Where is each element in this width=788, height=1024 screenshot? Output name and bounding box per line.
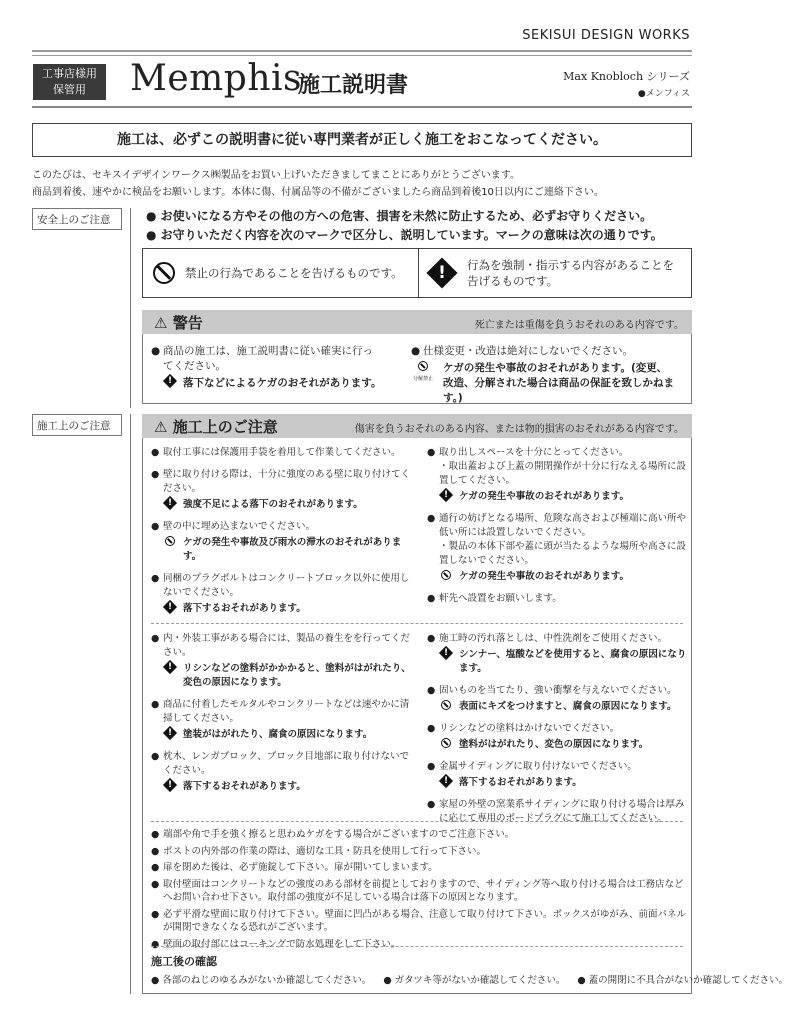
caution-item bbox=[151, 632, 413, 690]
caution-item bbox=[427, 684, 689, 714]
warning-icon-wrap bbox=[165, 728, 177, 743]
product-name: Memphis bbox=[130, 58, 303, 99]
header-rule bbox=[32, 106, 692, 108]
caution-item bbox=[151, 520, 413, 564]
caution-warning-text: ケガの発生や事故のおそれがあります。 bbox=[459, 491, 630, 502]
exclamation-icon: ! bbox=[163, 660, 177, 674]
warning-note: 分解禁止 ケガの発生や事故のおそれがあります。(変更、 改造、分解された場合は商品の保証を致しかねます。) bbox=[413, 362, 674, 404]
caution-text: ● 施工時の汚れ落としは、中性洗剤をご使用ください。 bbox=[439, 633, 668, 644]
caution-item bbox=[427, 512, 689, 584]
caution-warning bbox=[163, 498, 413, 512]
caution-text: ● 商品に付着したモルタルやコンクリートなどは速やかに清掃してください。 bbox=[163, 699, 410, 724]
top-rule bbox=[32, 50, 692, 52]
dashed-divider bbox=[151, 821, 683, 822]
exclamation-icon: ! bbox=[439, 488, 453, 502]
prohibit-icon bbox=[441, 570, 451, 580]
warning-title-wrap bbox=[154, 312, 203, 333]
warning-icon-wrap bbox=[441, 776, 453, 791]
exclamation-icon: ! bbox=[439, 646, 453, 660]
caution-text: ● リシンなどの塗料はかけないでください。 bbox=[439, 723, 620, 734]
caution-warning bbox=[439, 570, 689, 584]
general-notes bbox=[151, 828, 687, 954]
warning-title: 警告 bbox=[172, 314, 203, 332]
dashed-divider bbox=[151, 623, 683, 624]
warning-icon-wrap bbox=[441, 700, 451, 715]
caution-item bbox=[151, 750, 413, 794]
note-item: ● 壁面の取付部にはコーキングで防水処理をして下さい。 bbox=[151, 938, 687, 952]
caution-subtext: ・取出蓋および上蓋の開閉操作が十分に行なえる場所に設置してください。 bbox=[439, 461, 687, 486]
warning-icon-wrap bbox=[441, 648, 453, 663]
exclamation-icon: ! bbox=[163, 726, 177, 740]
caution-warning-text: ケガの発生や事故及び雨水の滞水のおそれがあります。 bbox=[183, 537, 402, 562]
caution-text: ● 枕木、レンガブロック、ブロック目地部に取り付けないでください。 bbox=[163, 751, 410, 776]
caution-warning bbox=[163, 728, 413, 742]
warning-icon-wrap bbox=[165, 498, 177, 513]
caution-text: ● 取付工事には保護用手袋を着用して作業してください。 bbox=[163, 447, 401, 458]
caution-item bbox=[427, 632, 689, 676]
intro-line: このたびは、セキスイデザインワークス㈱製品をお買い上げいただきましてまことにありがとうございます。 bbox=[32, 170, 520, 181]
caution-text: ● 同梱のプラグボルトはコンクリートブロック以外に使用しないでください。 bbox=[163, 573, 410, 598]
after-check-item: ● 各部のねじのゆるみがないか確認してください。 bbox=[151, 975, 372, 986]
warning-triangle-icon: ⚠ bbox=[154, 314, 168, 332]
after-check-items bbox=[151, 972, 788, 986]
caution-item bbox=[151, 446, 413, 460]
caution-warning bbox=[163, 602, 413, 616]
prohibit-icon bbox=[153, 262, 175, 284]
exclamation-icon: ! bbox=[163, 374, 177, 388]
caution-col bbox=[427, 446, 689, 614]
audience-tag bbox=[33, 64, 106, 100]
caution-warning bbox=[163, 780, 413, 794]
exclamation-icon: ! bbox=[163, 778, 177, 792]
warning-item: ● 仕様変更・改造は絶対にしないでください。 bbox=[411, 344, 689, 359]
prohibit-icon bbox=[441, 700, 451, 710]
caution-warning bbox=[439, 776, 689, 790]
caution-body bbox=[142, 438, 788, 994]
warning-icon-wrap bbox=[165, 780, 177, 795]
mark-legend bbox=[142, 248, 692, 298]
caution-text: ● 内・外装工事がある場合には、製品の養生をを行ってください。 bbox=[163, 633, 411, 658]
caution-warning-text: 塗料がはがれたり、変色の原因になります。 bbox=[459, 739, 649, 750]
warning-icon-wrap bbox=[441, 570, 451, 585]
caution-warning bbox=[439, 738, 689, 752]
caution-warning-text: シンナー、塩酸などを使用すると、腐食の原因になります。 bbox=[459, 649, 687, 674]
caution-header bbox=[142, 414, 692, 438]
exclamation-icon: ! bbox=[163, 496, 177, 510]
caution-warning-text: 落下するおそれがあります。 bbox=[183, 781, 306, 792]
caution-warning bbox=[163, 536, 413, 564]
note-item: ● 扉を閉めた後は、必ず施錠して下さい。扉が開いてしまいます。 bbox=[151, 861, 687, 875]
caution-item bbox=[427, 760, 689, 790]
caution-text: ● 軒先へ設置をお願いします。 bbox=[439, 593, 562, 604]
tag-line: 工事店様用 bbox=[42, 67, 97, 80]
dashed-divider bbox=[151, 946, 683, 947]
caution-col bbox=[427, 632, 689, 834]
safety-line: ● お守りいただく内容を次のマークで区分し、説明しています。マークの意味は次の通りです。 bbox=[146, 228, 663, 242]
caution-subtitle: 傷害を負うおそれのある内容、または物的損害のおそれがある内容です。 bbox=[354, 424, 684, 435]
caution-text: ● 壁に取り付ける際は、十分に強度のある壁に取り付けてください。 bbox=[163, 469, 411, 494]
exclamation-icon: ! bbox=[439, 774, 453, 788]
caution-warning-text: 落下するおそれがあります。 bbox=[183, 603, 306, 614]
warning-item: ● 商品の施工は、施工説明書に従い確実に行っ てください。 bbox=[151, 344, 406, 374]
caution-warning-text: ケガの発生や事故のおそれがあります。 bbox=[459, 571, 630, 582]
warning-header bbox=[142, 310, 692, 334]
caution-text: ● 取り出しスペースを十分にとってください。 bbox=[439, 447, 629, 458]
after-check-item: ● ガタツキ等がないか確認してください。 bbox=[383, 975, 566, 986]
caution-text: ● 家屋の外壁の窯業系サイディングに取り付ける場合は厚みに応じて専用のボードプラグにて施工してください。 bbox=[439, 799, 685, 824]
intro-text bbox=[32, 167, 604, 201]
series-subname: ●メンフィス bbox=[637, 89, 690, 99]
caution-title-wrap bbox=[154, 416, 278, 437]
caution-warning-text: リシンなどの塗料がかかかると、塗料がはがれたり、変色の原因になります。 bbox=[183, 663, 411, 688]
caution-warning bbox=[439, 648, 689, 676]
brand-name: SEKISUI DESIGN WORKS bbox=[522, 28, 690, 43]
caution-warning-text: 塗装がはがれたり、腐食の原因になります。 bbox=[183, 729, 373, 740]
caution-warning-text: 強度不足による落下のおそれがあります。 bbox=[183, 499, 363, 510]
caution-title: 施工上のご注意 bbox=[172, 418, 278, 436]
note-item: ● ポストの内外部の作業の際は、適切な工具・防具を使用して行って下さい。 bbox=[151, 845, 687, 859]
caution-item bbox=[151, 698, 413, 742]
safety-line: ● お使いになる方やその他の方への危害、損害を未然に防止するため、必ずお守りください。 bbox=[146, 209, 653, 223]
caution-text: ● 固いものを当てたり、強い衝撃を与えないでください。 bbox=[439, 685, 677, 696]
mark-force-text: 告げるものです。 bbox=[467, 274, 559, 288]
warning-icon-wrap bbox=[441, 490, 453, 505]
mark-force-text: 行為を強制・指示する内容があることを bbox=[467, 258, 674, 272]
caution-item bbox=[427, 722, 689, 752]
warning-body bbox=[142, 334, 692, 404]
caution-col bbox=[151, 446, 413, 624]
caution-text: ● 通行の妨げとなる場所、危険な高さおよび極端に高い所や低い所には設置しないでください。 bbox=[439, 513, 687, 538]
caution-warning-text: 落下するおそれがあります。 bbox=[459, 777, 582, 788]
warning-right bbox=[411, 344, 689, 406]
prohibit-icon bbox=[441, 738, 451, 748]
prohibit-icon bbox=[165, 536, 175, 546]
caution-text: ● 壁の中に埋め込まないでください。 bbox=[163, 521, 316, 532]
caution-triangle-icon: ⚠ bbox=[154, 418, 168, 436]
caution-warning bbox=[439, 700, 689, 714]
caution-item bbox=[151, 572, 413, 616]
after-check-title: 施工後の確認 bbox=[151, 955, 217, 968]
note-item: ● 取付壁面はコンクリートなどの強度のある部材を前提としておりますので、サイディング等へ取り付ける場合は工務店などへお問い合わせ下さい。取付部の強度が不足している場合は落下の原因となります。 bbox=[151, 878, 687, 905]
section-divider bbox=[130, 414, 131, 994]
caution-item bbox=[427, 592, 689, 606]
caution-col bbox=[151, 632, 413, 802]
caution-text: ● 金属サイディングに取り付けないでください。 bbox=[439, 761, 637, 772]
caution-subtext: ・製品の本体下部や蓋に頭が当たるような場所や高さに設置しないでください。 bbox=[439, 541, 687, 566]
warning-icon-wrap bbox=[165, 602, 177, 617]
construction-label: 施工上のご注意 bbox=[32, 414, 122, 436]
series-name: Max Knobloch シリーズ bbox=[563, 70, 690, 83]
document-title: 施工説明書 bbox=[298, 73, 409, 98]
after-check-item: ● 蓋の開閉に不具合がないか確認してください。 bbox=[577, 975, 788, 986]
warning-icon-wrap bbox=[165, 662, 177, 677]
top-rule-thin bbox=[32, 55, 692, 56]
caution-item bbox=[427, 446, 689, 504]
mark-prohibit bbox=[153, 249, 418, 297]
mark-prohibit-text: 禁止の行為であることを告げるものです。 bbox=[185, 266, 403, 280]
warning-subtitle: 死亡または重傷を負うおそれのある内容です。 bbox=[474, 320, 684, 331]
warning-icon-wrap bbox=[165, 536, 175, 551]
caution-item bbox=[151, 468, 413, 512]
caution-warning bbox=[439, 490, 689, 504]
section-divider bbox=[130, 208, 131, 408]
main-notice: 施工は、必ずこの説明書に従い専門業者が正しく施工をおこなってください。 bbox=[32, 123, 692, 157]
warning-left bbox=[151, 344, 406, 391]
intro-line: 商品到着後、速やかに検品をお願いします。本体に傷、付属品等の不備がございましたら商品到着後10日以内にご連絡下さい。 bbox=[32, 187, 604, 198]
caution-warning-text: 表面にキズをつけますと、腐食の原因になります。 bbox=[459, 701, 677, 712]
note-item: ● 端部や角で手を強く擦ると思わぬケガをする場合がございますのでご注意下さい。 bbox=[151, 828, 687, 842]
warning-icon-wrap bbox=[441, 738, 451, 753]
caution-warning bbox=[163, 662, 413, 690]
exclamation-icon: ! bbox=[163, 600, 177, 614]
mark-force bbox=[431, 249, 691, 297]
tag-line: 保管用 bbox=[53, 83, 86, 96]
exclamation-icon: ! bbox=[426, 257, 457, 288]
mark-divider bbox=[418, 249, 419, 297]
no-disassembly-icon bbox=[418, 361, 428, 371]
warning-note: ! 落下などによるケガのおそれがあります。 bbox=[151, 376, 406, 391]
note-item: ● 必ず平滑な壁面に取り付けて下さい。壁面に凹凸がある場合、注意して取り付けて下さい。ボックスがゆがみ、前面パネルが開閉できなくなる恐れがございます。 bbox=[151, 908, 687, 935]
safety-label: 安全上のご注意 bbox=[32, 208, 122, 230]
